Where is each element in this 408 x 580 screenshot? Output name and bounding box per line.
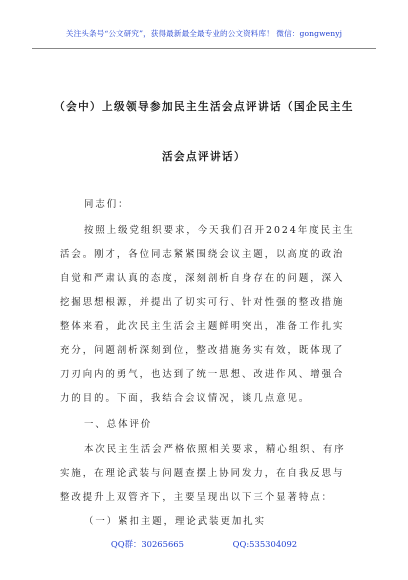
subsection-heading: （一）紧扣主题，理论武装更加扎实 xyxy=(84,516,267,527)
paragraph-line: 刀刃向内的勇气，也达到了统一思想、改进作风、增强合 xyxy=(60,369,345,380)
document-title-line-2: 活会点评讲话） xyxy=(162,151,246,163)
paragraph-line: 按照上级党组织要求，今天我们召开2024年度民主生 xyxy=(84,225,355,236)
paragraph-line: 活会。刚才，各位同志紧紧围绕会议主题，以高度的政治 xyxy=(60,249,345,260)
section-heading: 一、总体评价 xyxy=(84,419,153,430)
paragraph-line: 力的目的。下面，我结合会议情况，谈几点意见。 xyxy=(60,393,311,404)
paragraph-line: 整体来看，此次民主生活会主题鲜明突出，准备工作扎实 xyxy=(60,321,345,332)
top-banner: 关注头条号“公文研究”，获得最新最全最专业的公文资料库！ 微信：gongwenyj xyxy=(65,29,343,38)
paragraph-line: 整改提升上双管齐下，主要呈现出以下三个显著特点： xyxy=(60,492,334,503)
paragraph-line: 挖掘思想根源，并提出了切实可行、针对性强的整改措施 xyxy=(60,297,345,308)
paragraph-line: 充分，问题剖析深刻到位，整改措施务实有效，既体现了 xyxy=(60,345,345,356)
header-divider xyxy=(32,48,376,49)
document-title-line-1: （会中）上级领导参加民主生活会点评讲话（国企民主生 xyxy=(54,101,354,113)
paragraph-line: 实施，在理论武装与问题查摆上协同发力，在自我反思与 xyxy=(60,468,345,479)
salutation: 同志们： xyxy=(84,199,130,210)
paragraph-line: 自觉和严肃认真的态度，深刻剖析自身存在的问题，深入 xyxy=(60,273,345,284)
paragraph-line: 本次民主生活会严格依照相关要求，精心组织、有序 xyxy=(84,444,346,455)
footer-qq-number: QQ:535304092 xyxy=(232,539,298,549)
footer-qq-group: QQ群：30265665 xyxy=(110,539,184,549)
footer-contact xyxy=(0,538,408,550)
